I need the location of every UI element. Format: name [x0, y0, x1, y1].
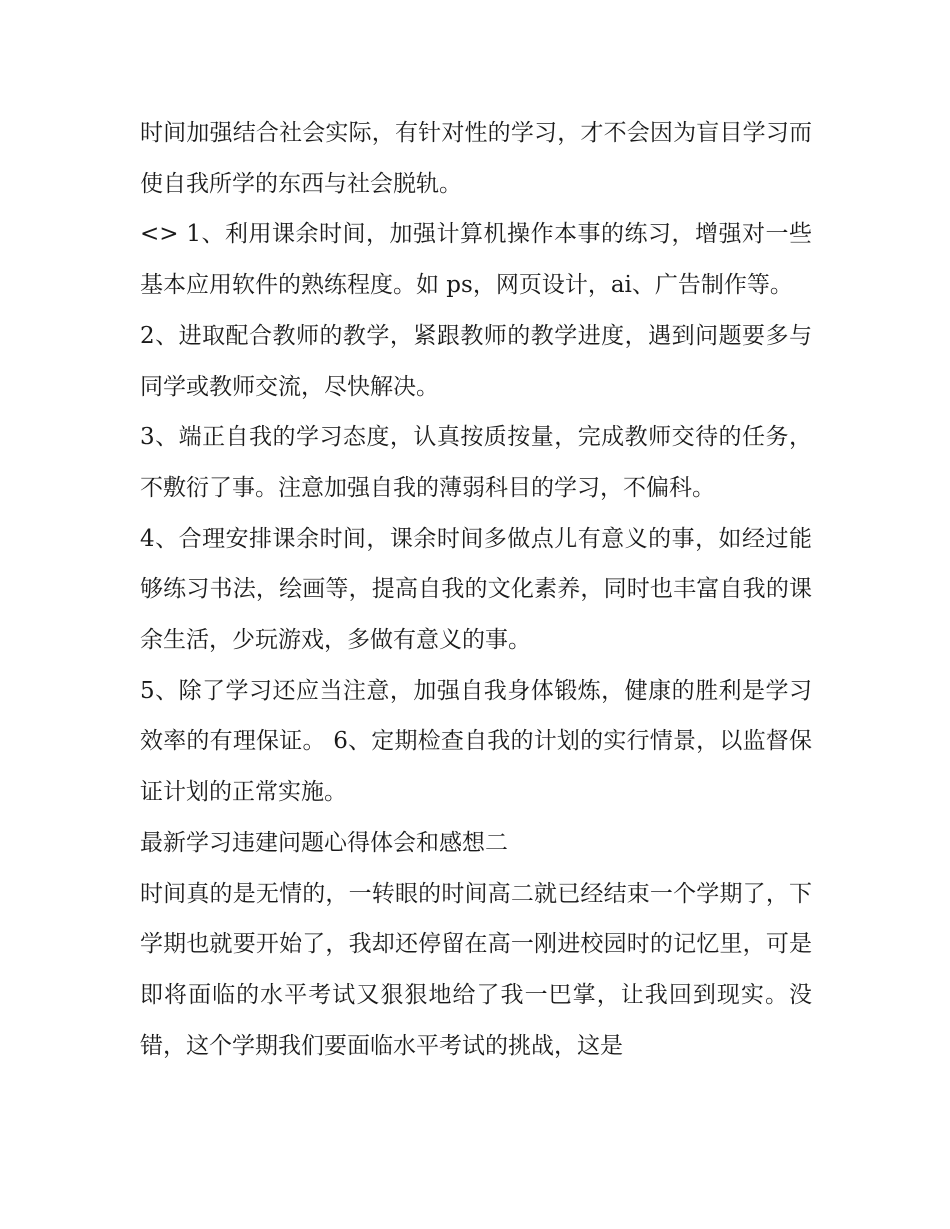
paragraph-intro: 时间加强结合社会实际，有针对性的学习，才不会因为盲目学习而使自我所学的东西与社会脱轨。	[140, 120, 812, 197]
section-heading: 最新学习违建问题心得体会和感想二	[140, 829, 508, 856]
paragraph-item-3: 3、端正自我的学习态度，认真按质按量，完成教师交待的任务，不敷衍了事。注意加强自我的薄弱科目的学习，不偏科。	[140, 424, 812, 501]
paragraph-item-4: 4、合理安排课余时间，课余时间多做点儿有意义的事，如经过能够练习书法，绘画等，提高自我的文化素养，同时也丰富自我的课余生活，少玩游戏，多做有意义的事。	[140, 525, 812, 654]
paragraph-item-5-6: 5、除了学习还应当注意，加强自我身体锻炼，健康的胜利是学习效率的有理保证。 6、定期检查自我的计划的实行情景，以监督保证计划的正常实施。	[140, 677, 812, 806]
paragraph-closing: 时间真的是无情的，一转眼的时间高二就已经结束一个学期了，下学期也就要开始了，我却还停留在高一刚进校园时的记忆里，可是即将面临的水平考试又狠狠地给了我一巴掌，让我回到现实。没错，这个学期我们要面临水平考试的挑战，这是	[140, 880, 812, 1059]
paragraph-item-1: <> 1、利用课余时间，加强计算机操作本事的练习，增强对一些基本应用软件的熟练程度。如 ps，网页设计，ai、广告制作等。	[140, 221, 812, 299]
document-body	[140, 108, 812, 1071]
paragraph-item-2: 2、进取配合教师的教学，紧跟教师的教学进度，遇到问题要多与同学或教师交流，尽快解决。	[140, 322, 812, 400]
